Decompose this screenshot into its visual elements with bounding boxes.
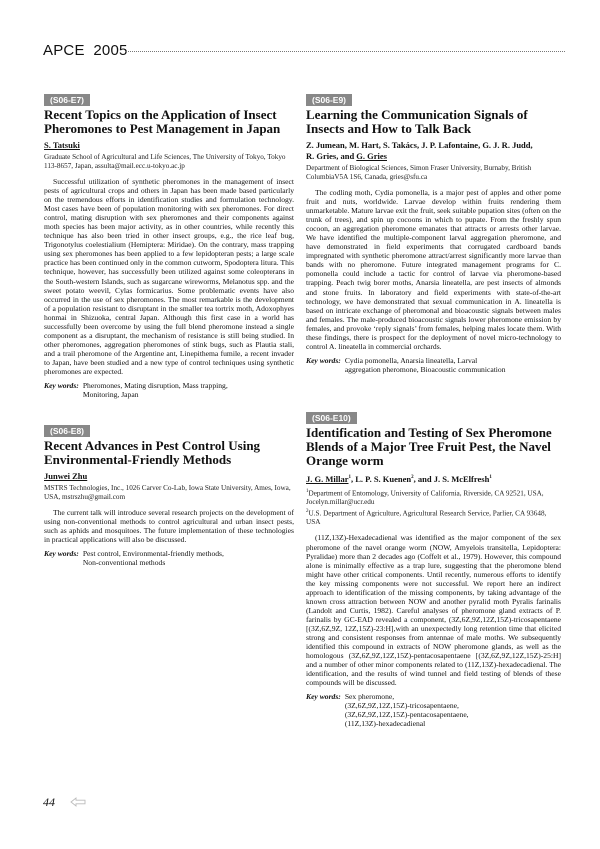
keywords: [306, 356, 561, 374]
left-column: [44, 90, 294, 575]
article-s06-e9: [306, 90, 561, 374]
keywords: [306, 692, 561, 728]
article-s06-e7: [44, 90, 294, 399]
authors: [306, 140, 561, 162]
affil-sup: 1: [306, 488, 309, 494]
article-title: Learning the Communication Signals of Insects and How to Talk Back: [306, 107, 528, 136]
keyword-line: Pheromones, Mating disruption, Mass trapping,: [82, 381, 228, 391]
article-title: Recent Topics on the Application of Insect Pheromones to Pest Management in Japan: [44, 107, 281, 136]
header-rule: [125, 51, 565, 52]
article-s06-e10: [306, 408, 561, 728]
session-code: (S06-E7): [44, 94, 90, 106]
session-code: (S06-E10): [306, 412, 357, 424]
keyword-line: Non-conventional methods: [82, 558, 166, 568]
keyword-line: Pest control, Environmental-friendly methods,: [82, 549, 224, 559]
keyword-line: Cydia pomonella, Anarsia lineatella, Larval: [344, 355, 478, 365]
abstract: The codling moth, Cydia pomonella, is a major pest of apples and other pome fruit and nuts, worldwide. Larvae develop within fruits rendering them unmarketable. Mature larvae exit the fruit, seek suitable pupation sites (often on the trunk of trees), and spin up cocoons in which to pupate. From the freshly spun cocoon, an aggregation pheromone emanates that attracts or arrests other larvae. We have identified the multiple-component larval aggregation pheromone, and have demonstrated in field experiments that corrugated cardboard bands impregnated with synthetic pheromone attract/arrest significantly more larvae than bands with no pheromone. Future integrated management programs for C. pomonella could include a tactic for control of larvae via pheromone-based trapping. Peach twig borer moths, Anarsia lineatella, are pest insects of almonds and stone fruits. In laboratory and field experiments with state-of-the-art technology, we have demonstrated that sexual communication in A. lineatella is based on intricate exchange of pheromonal and bioacoustic signals between males and females. The male-produced bioacoustic signals lower pheromone emission by females, and provoke ‘reply signals’ from females, helping males locate them. With these findings, there is prospect for the deployment of novel micro-technology to control A. lineatella in commercial orchards.: [306, 188, 561, 351]
keyword-line: (11Z,13Z)-hexadecadienal: [344, 719, 426, 729]
affiliation: Department of Biological Sciences, Simon Fraser University, Burnaby, British ColumbiaV5A 1S6, Canada, gries@sfu.ca: [306, 164, 532, 181]
affil-sup: 2: [306, 509, 309, 515]
keyword-line: aggregation pheromone, Bioacoustic communication: [344, 364, 506, 374]
article-s06-e8: [44, 421, 294, 567]
keywords: [44, 381, 294, 399]
keywords: [44, 549, 294, 567]
author: , and J. S. McElfresh: [413, 473, 490, 484]
affiliation: [306, 487, 561, 507]
affiliation-text: Department of Entomology, University of California, Riverside, CA 92521, USA, Jocelyn.millar@ucr.edu: [306, 489, 544, 507]
authors-line: Z. Jumean, M. Hart, S. Takács, J. P. Lafontaine, G. J. R. Judd,: [306, 140, 533, 150]
authors: Junwei Zhu: [44, 471, 88, 482]
affil-sup: 2: [411, 474, 414, 480]
affiliation: MSTRS Technologies, Inc., 1026 Carver Co-Lab, Iowa State University, Ames, Iowa, USA, mstrszhu@gmail.com: [44, 484, 291, 502]
affiliation-text: U.S. Department of Agriculture, Agricultural Research Service, Parlier, CA 93648, USA: [306, 509, 547, 527]
keyword-line: (3Z,6Z,9Z,12Z,15Z)-pentacosapentaene,: [344, 710, 469, 720]
keyword-line: (3Z,6Z,9Z,12Z,15Z)-tricosapentaene,: [344, 701, 459, 711]
affiliation: Graduate School of Agricultural and Life Sciences, The University of Tokyo, Tokyo 113-8657, Japan, assulta@mail.ecc.u-tokyo.ac.jp: [44, 153, 286, 170]
article-title: Identification and Testing of Sex Pheromone Blends of a Major Tree Fruit Pest, the Navel Orange worm: [306, 424, 552, 468]
keyword-line: Sex pheromone,: [344, 692, 395, 702]
affiliations: [306, 487, 561, 528]
right-column: [306, 90, 561, 736]
presenting-author: G. Gries: [356, 151, 387, 161]
abstract: (11Z,13Z)-Hexadecadienal was identified as the major component of the sex pheromone of the navel orange worm (NOW, Amyelois transitella, Lepidoptera: Pyralidae) more than 2 decades ago (Coffelt et al., 1979). However, this compound alone is minimally effective as a trap lure, suggesting that the pheromone blend might have other critical components. Until recently, numerous efforts to identify the key missing components were not successful. We report here an indirect approach to identification of the missing components, by taking advantage of the known cross attraction between NOW and another pyralid moth Pyralis farinalis (Landolt and Curtis, 1982). Careful analyses of pheromone gland extracts of P. farinalis by GC-EAD revealed a component, (3Z,6Z,9Z,12Z,15Z)-tricosapentaene [(3Z,6Z,9Z, 12Z,15Z)-23:H],with an unexpectedly long retention time that elicited strong and consistent responses from antennae of male moths. We subsequently identified this compound in extracts of NOW pheromone glands, as well as the homologous (3Z,6Z,9Z,12Z,15Z)-pentacosapentaene [(3Z,6Z,9Z,12Z,15Z)-25:H] and a number of other minor components related to (11Z,13Z)-hexadecadienal. The identification, and the results of wind tunnel and field testing of blends of these compounds will be discussed.: [306, 533, 561, 688]
abstract: Successful utilization of synthetic pheromones in the management of insect pests of agricultural crops and others in Japan has been made based particularly on the tremendous efforts in identification studies and formulation technology. Most cases have been of population monitoring with sex pheromones. For direct control, mating disruption with sex pheromones and their components against moth species has been major activity, as in other countries, while recently this technique has also been tried in other insect groups, e.g., the rice leaf bug, Trigonotylus coelestialium (Hemiptera: Miridae). On the contrary, mass trapping using sex pheromones has been applied to a few lepidopteran pests; a large scale practice has been continued only in the common cutworm, Spodoptera litura. This technique, however, has successfully been utilized against some coleopterans in the South-western Islands, such as sugarcane wireworms, Melanotus spp. and the sweet potato weevil, Cylas formicarius. Some problematic events have also occurred in the use of sex pheromones. The most remarkable is the development of a population resistant to disruptant in the smaller tea tortrix moth, Adoxophyes honmai in Shizuoka, central Japan. Although this first case in a world has successfully been overcome by using the full blend pheromone instead a single component as a disruptant, the mechanism of resistance is still being studied. In other pheromones, aggregation pheromones of stink bugs, such as Plautia stali, and a trail pheromone of the Argentine ant, Linepithema fumile, a recent invader to Japan, have been studied and a new type of control techniques using synthetic pheromones are expected.: [44, 177, 294, 376]
affil-sup: 1: [348, 474, 351, 480]
journal-title: APCE 2005: [43, 42, 128, 59]
running-header: [43, 42, 578, 62]
left-arrow-icon[interactable]: [70, 797, 86, 807]
authors: [306, 472, 561, 485]
page-number: 44: [43, 795, 55, 809]
session-code: (S06-E8): [44, 425, 90, 437]
author: , L. P. S. Kuenen: [351, 473, 412, 484]
keywords-label: Key words:: [44, 549, 79, 559]
authors-line: R. Gries, and: [306, 151, 357, 161]
affiliation: [306, 507, 561, 527]
presenting-author: J. G. Millar: [306, 473, 349, 484]
authors: S. Tatsuki: [44, 140, 80, 150]
session-code: (S06-E9): [306, 94, 352, 106]
keyword-line: Monitoring, Japan: [82, 390, 139, 400]
affil-sup: 1: [489, 474, 492, 480]
abstract: The current talk will introduce several research projects on the development of using non-conventional methods to control agricultural and urban insect pests, such as aphids and mosquitoes. The future implementation of these technologies in practical applications will also be discussed.: [44, 508, 294, 545]
article-title: Recent Advances in Pest Control Using Environmental-Friendly Methods: [44, 438, 261, 468]
keywords-label: Key words:: [306, 692, 341, 702]
keywords-label: Key words:: [44, 381, 79, 391]
keywords-label: Key words:: [306, 355, 341, 365]
